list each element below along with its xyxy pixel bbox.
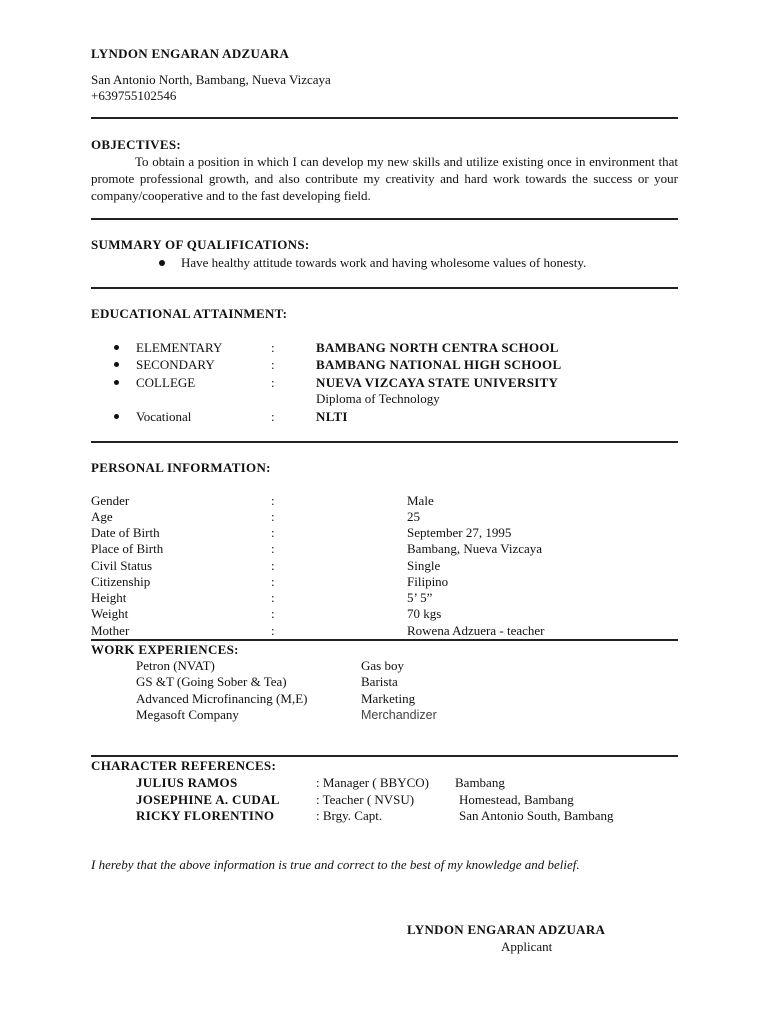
declaration: I hereby that the above information is true and correct to the best of my knowledge and belief. — [91, 857, 580, 872]
work-position: Merchandizer — [361, 708, 437, 722]
personal-value: 5’ 5” — [407, 590, 433, 605]
personal-value: September 27, 1995 — [407, 525, 512, 540]
personal-value: Rowena Adzuera - teacher — [407, 623, 545, 638]
work-position: Gas boy — [361, 658, 404, 673]
reference-place: Bambang — [455, 775, 505, 790]
personal-label: Mother — [91, 623, 130, 638]
reference-role: : Teacher ( NVSU) — [316, 792, 415, 807]
reference-place: Homestead, Bambang — [459, 792, 574, 807]
personal-label: Weight — [91, 606, 129, 621]
personal-label: Place of Birth — [91, 541, 164, 556]
reference-name: RICKY FLORENTINO — [136, 808, 275, 823]
divider — [91, 755, 678, 757]
personal-colon: : — [271, 525, 275, 540]
summary-title: SUMMARY OF QUALIFICATIONS: — [91, 237, 310, 252]
personal-label: Date of Birth — [91, 525, 160, 540]
reference-place: San Antonio South, Bambang — [459, 808, 614, 823]
education-level: COLLEGE — [136, 375, 196, 390]
divider — [91, 287, 678, 289]
reference-role: : Brgy. Capt. — [316, 808, 383, 823]
education-school: NUEVA VIZCAYA STATE UNIVERSITY — [316, 375, 559, 390]
work-company: Advanced Microfinancing (M,E) — [136, 691, 308, 706]
bullet-icon — [114, 414, 119, 419]
education-colon: : — [271, 340, 275, 355]
work-position: Marketing — [361, 691, 416, 706]
reference-name: JULIUS RAMOS — [136, 775, 238, 790]
summary-item: Have healthy attitude towards work and having wholesome values of honesty. — [181, 255, 587, 270]
personal-label: Citizenship — [91, 574, 151, 589]
objectives-title: OBJECTIVES: — [91, 137, 181, 152]
divider — [91, 441, 678, 443]
education-level: SECONDARY — [136, 357, 215, 372]
bullet-icon — [114, 380, 119, 385]
personal-colon: : — [271, 574, 275, 589]
reference-role: : Manager ( BBYCO) — [316, 775, 430, 790]
personal-value: Filipino — [407, 574, 449, 589]
education-colon: : — [271, 357, 275, 372]
references-title: CHARACTER REFERENCES: — [91, 758, 277, 773]
reference-name: JOSEPHINE A. CUDAL — [136, 792, 280, 807]
personal-colon: : — [271, 509, 275, 524]
divider — [91, 218, 678, 220]
personal-value: Bambang, Nueva Vizcaya — [407, 541, 543, 556]
address: San Antonio North, Bambang, Nueva Vizcaya — [91, 72, 331, 87]
personal-label: Height — [91, 590, 127, 605]
education-level: Vocational — [136, 409, 192, 424]
education-colon: : — [271, 409, 275, 424]
personal-colon: : — [271, 590, 275, 605]
work-company: Petron (NVAT) — [136, 658, 215, 673]
work-company: Megasoft Company — [136, 707, 239, 722]
work-position: Barista — [361, 674, 398, 689]
personal-colon: : — [271, 558, 275, 573]
objectives-text: To obtain a position in which I can develop my new skills and utilize existing once in environment that promote professional growth, and also contribute my creativity and hard work towards the success or your company/cooperative and to the fast developing field. — [91, 154, 678, 203]
education-title: EDUCATIONAL ATTAINMENT: — [91, 306, 288, 321]
personal-value: 70 kgs — [407, 606, 442, 621]
bullet-icon — [159, 260, 165, 266]
signature-name: LYNDON ENGARAN ADZUARA — [407, 922, 606, 937]
personal-title: PERSONAL INFORMATION: — [91, 460, 271, 475]
personal-label: Civil Status — [91, 558, 153, 573]
personal-colon: : — [271, 493, 275, 508]
education-school: NLTI — [316, 409, 348, 424]
education-level: ELEMENTARY — [136, 340, 223, 355]
education-note: Diploma of Technology — [316, 391, 440, 406]
education-school: BAMBANG NORTH CENTRA SCHOOL — [316, 340, 559, 355]
phone-number: +639755102546 — [91, 88, 177, 103]
personal-colon: : — [271, 606, 275, 621]
education-school: BAMBANG NATIONAL HIGH SCHOOL — [316, 357, 562, 372]
work-company: GS &T (Going Sober & Tea) — [136, 674, 287, 689]
work-title: WORK EXPERIENCES: — [91, 642, 239, 657]
applicant-name: LYNDON ENGARAN ADZUARA — [91, 46, 290, 61]
bullet-icon — [114, 345, 119, 350]
personal-label: Age — [91, 509, 113, 524]
education-colon: : — [271, 375, 275, 390]
personal-colon: : — [271, 541, 275, 556]
signature-role: Applicant — [501, 939, 553, 954]
divider — [91, 639, 678, 641]
personal-label: Gender — [91, 493, 130, 508]
personal-value: Male — [407, 493, 434, 508]
personal-colon: : — [271, 623, 275, 638]
bullet-icon — [114, 362, 119, 367]
personal-value: 25 — [407, 509, 420, 524]
personal-value: Single — [407, 558, 441, 573]
divider — [91, 117, 678, 119]
